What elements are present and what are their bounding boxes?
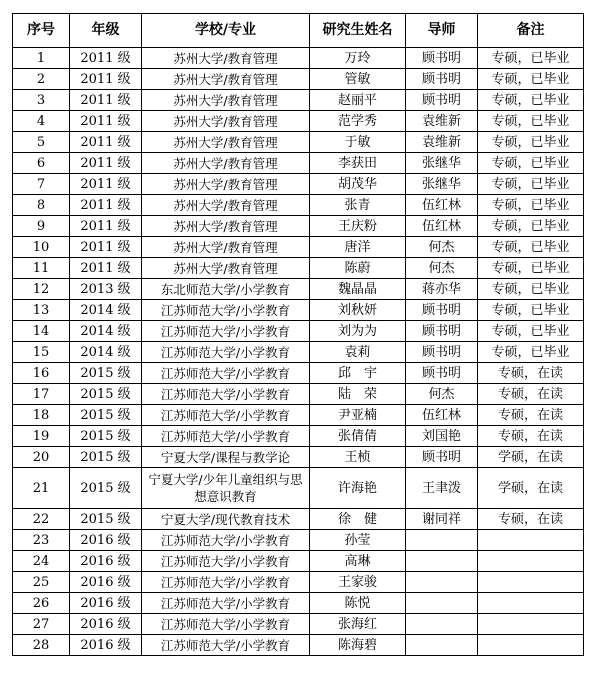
cell-remarks: 专硕，已毕业 — [478, 300, 584, 321]
table-row — [13, 300, 584, 321]
cell-remarks: 专硕，已毕业 — [478, 258, 584, 279]
cell-advisor: 袁维新 — [406, 111, 478, 132]
cell-student-name: 刘秋妍 — [310, 300, 406, 321]
cell-student-name: 徐 健 — [310, 509, 406, 530]
cell-school-major: 苏州大学/教育管理 — [142, 216, 310, 237]
cell-advisor — [406, 530, 478, 551]
cell-advisor: 顾书明 — [406, 447, 478, 468]
cell-student-name: 陆 荣 — [310, 384, 406, 405]
cell-remarks: 专硕，已毕业 — [478, 216, 584, 237]
table-row — [13, 447, 584, 468]
cell-school-major: 苏州大学/教育管理 — [142, 174, 310, 195]
cell-grade: 2014 级 — [70, 342, 142, 363]
cell-grade: 2015 级 — [70, 405, 142, 426]
cell-index: 23 — [13, 530, 70, 551]
cell-student-name: 邱 宇 — [310, 363, 406, 384]
cell-student-name: 范学秀 — [310, 111, 406, 132]
cell-student-name: 刘为为 — [310, 321, 406, 342]
cell-remarks — [478, 572, 584, 593]
cell-advisor — [406, 635, 478, 656]
cell-index: 10 — [13, 237, 70, 258]
header-index: 序号 — [13, 14, 70, 48]
cell-grade: 2011 级 — [70, 237, 142, 258]
cell-school-major: 江苏师范大学/小学教育 — [142, 363, 310, 384]
cell-school-major: 宁夏大学/课程与教学论 — [142, 447, 310, 468]
cell-index: 24 — [13, 551, 70, 572]
cell-grade: 2011 级 — [70, 153, 142, 174]
table-row — [13, 279, 584, 300]
cell-advisor: 谢同祥 — [406, 509, 478, 530]
cell-grade: 2011 级 — [70, 174, 142, 195]
cell-index: 12 — [13, 279, 70, 300]
table-row — [13, 90, 584, 111]
cell-school-major: 苏州大学/教育管理 — [142, 258, 310, 279]
table-row — [13, 48, 584, 69]
table-row — [13, 153, 584, 174]
cell-index: 9 — [13, 216, 70, 237]
cell-advisor — [406, 551, 478, 572]
table-row — [13, 551, 584, 572]
cell-grade: 2014 级 — [70, 300, 142, 321]
cell-remarks: 专硕，已毕业 — [478, 195, 584, 216]
cell-grade: 2015 级 — [70, 426, 142, 447]
cell-school-major: 江苏师范大学/小学教育 — [142, 300, 310, 321]
cell-student-name: 陈海碧 — [310, 635, 406, 656]
table-row — [13, 321, 584, 342]
cell-remarks — [478, 635, 584, 656]
header-remarks: 备注 — [478, 14, 584, 48]
cell-school-major: 苏州大学/教育管理 — [142, 237, 310, 258]
cell-advisor: 刘国艳 — [406, 426, 478, 447]
cell-student-name: 于敏 — [310, 132, 406, 153]
cell-student-name: 赵丽平 — [310, 90, 406, 111]
cell-school-major: 江苏师范大学/小学教育 — [142, 530, 310, 551]
cell-school-major: 江苏师范大学/小学教育 — [142, 551, 310, 572]
cell-index: 6 — [13, 153, 70, 174]
cell-grade: 2015 级 — [70, 384, 142, 405]
cell-school-major: 江苏师范大学/小学教育 — [142, 593, 310, 614]
cell-advisor: 顾书明 — [406, 300, 478, 321]
cell-index: 19 — [13, 426, 70, 447]
cell-grade: 2015 级 — [70, 468, 142, 509]
cell-advisor — [406, 614, 478, 635]
cell-remarks — [478, 551, 584, 572]
table-row — [13, 530, 584, 551]
table-row — [13, 405, 584, 426]
cell-advisor: 顾书明 — [406, 321, 478, 342]
table-row — [13, 216, 584, 237]
cell-grade: 2011 级 — [70, 216, 142, 237]
cell-remarks: 专硕，已毕业 — [478, 342, 584, 363]
table-row — [13, 572, 584, 593]
cell-remarks: 专硕，在读 — [478, 405, 584, 426]
table-row — [13, 509, 584, 530]
cell-remarks — [478, 530, 584, 551]
cell-advisor: 顾书明 — [406, 90, 478, 111]
header-grade: 年级 — [70, 14, 142, 48]
cell-index: 3 — [13, 90, 70, 111]
cell-index: 11 — [13, 258, 70, 279]
cell-advisor: 何杰 — [406, 384, 478, 405]
cell-remarks — [478, 593, 584, 614]
cell-student-name: 袁莉 — [310, 342, 406, 363]
cell-advisor — [406, 593, 478, 614]
cell-student-name: 王桢 — [310, 447, 406, 468]
cell-remarks: 专硕，已毕业 — [478, 90, 584, 111]
cell-advisor: 张继华 — [406, 153, 478, 174]
table-row — [13, 258, 584, 279]
student-table — [12, 13, 584, 656]
cell-remarks: 专硕，已毕业 — [478, 279, 584, 300]
header-school-major: 学校/专业 — [142, 14, 310, 48]
cell-advisor: 张继华 — [406, 174, 478, 195]
cell-grade: 2016 级 — [70, 530, 142, 551]
cell-school-major: 江苏师范大学/小学教育 — [142, 405, 310, 426]
table-row — [13, 174, 584, 195]
cell-student-name: 陈悦 — [310, 593, 406, 614]
cell-student-name: 王家骏 — [310, 572, 406, 593]
cell-student-name: 张海红 — [310, 614, 406, 635]
cell-grade: 2011 级 — [70, 69, 142, 90]
cell-index: 8 — [13, 195, 70, 216]
table-row — [13, 468, 584, 509]
table-row — [13, 111, 584, 132]
cell-index: 16 — [13, 363, 70, 384]
cell-remarks: 专硕，在读 — [478, 426, 584, 447]
cell-remarks: 专硕，已毕业 — [478, 69, 584, 90]
cell-remarks: 学硕，在读 — [478, 468, 584, 509]
cell-index: 7 — [13, 174, 70, 195]
table-body — [13, 48, 584, 656]
cell-index: 28 — [13, 635, 70, 656]
cell-school-major: 苏州大学/教育管理 — [142, 195, 310, 216]
cell-school-major: 宁夏大学/现代教育技术 — [142, 509, 310, 530]
cell-student-name: 高琳 — [310, 551, 406, 572]
cell-index: 22 — [13, 509, 70, 530]
cell-school-major: 苏州大学/教育管理 — [142, 69, 310, 90]
cell-school-major: 江苏师范大学/小学教育 — [142, 426, 310, 447]
cell-index: 1 — [13, 48, 70, 69]
table-row — [13, 195, 584, 216]
cell-grade: 2011 级 — [70, 258, 142, 279]
cell-student-name: 孙莹 — [310, 530, 406, 551]
cell-remarks: 专硕，已毕业 — [478, 132, 584, 153]
cell-advisor: 顾书明 — [406, 342, 478, 363]
cell-grade: 2016 级 — [70, 635, 142, 656]
header-student-name: 研究生姓名 — [310, 14, 406, 48]
cell-advisor: 伍红林 — [406, 405, 478, 426]
cell-school-major: 苏州大学/教育管理 — [142, 132, 310, 153]
table-row — [13, 132, 584, 153]
cell-school-major: 东北师范大学/小学教育 — [142, 279, 310, 300]
cell-advisor: 顾书明 — [406, 48, 478, 69]
cell-index: 13 — [13, 300, 70, 321]
cell-advisor: 王聿泼 — [406, 468, 478, 509]
cell-index: 25 — [13, 572, 70, 593]
cell-advisor: 伍红林 — [406, 195, 478, 216]
cell-grade: 2011 级 — [70, 90, 142, 111]
cell-student-name: 尹亚楠 — [310, 405, 406, 426]
cell-school-major: 江苏师范大学/小学教育 — [142, 321, 310, 342]
table-row — [13, 384, 584, 405]
cell-grade: 2014 级 — [70, 321, 142, 342]
cell-advisor: 伍红林 — [406, 216, 478, 237]
cell-grade: 2016 级 — [70, 572, 142, 593]
cell-advisor: 顾书明 — [406, 69, 478, 90]
cell-grade: 2011 级 — [70, 48, 142, 69]
cell-advisor: 蒋亦华 — [406, 279, 478, 300]
cell-index: 15 — [13, 342, 70, 363]
cell-advisor: 袁维新 — [406, 132, 478, 153]
cell-index: 14 — [13, 321, 70, 342]
cell-school-major: 江苏师范大学/小学教育 — [142, 614, 310, 635]
cell-advisor — [406, 572, 478, 593]
cell-grade: 2011 级 — [70, 132, 142, 153]
cell-index: 2 — [13, 69, 70, 90]
cell-student-name: 管敏 — [310, 69, 406, 90]
cell-student-name: 陈蔚 — [310, 258, 406, 279]
cell-remarks: 专硕，已毕业 — [478, 237, 584, 258]
cell-advisor: 何杰 — [406, 258, 478, 279]
cell-school-major: 江苏师范大学/小学教育 — [142, 572, 310, 593]
cell-school-major: 江苏师范大学/小学教育 — [142, 384, 310, 405]
table-row — [13, 593, 584, 614]
table-header-row — [13, 14, 584, 48]
cell-remarks: 专硕，在读 — [478, 363, 584, 384]
table-row — [13, 342, 584, 363]
cell-index: 18 — [13, 405, 70, 426]
table-row — [13, 363, 584, 384]
cell-remarks — [478, 614, 584, 635]
cell-school-major: 江苏师范大学/小学教育 — [142, 342, 310, 363]
cell-index: 21 — [13, 468, 70, 509]
cell-school-major: 苏州大学/教育管理 — [142, 153, 310, 174]
cell-student-name: 魏晶晶 — [310, 279, 406, 300]
cell-remarks: 专硕，已毕业 — [478, 153, 584, 174]
cell-remarks: 专硕，在读 — [478, 509, 584, 530]
cell-grade: 2011 级 — [70, 195, 142, 216]
cell-grade: 2013 级 — [70, 279, 142, 300]
cell-school-major: 苏州大学/教育管理 — [142, 111, 310, 132]
cell-grade: 2015 级 — [70, 363, 142, 384]
cell-remarks: 学硕，在读 — [478, 447, 584, 468]
cell-school-major: 苏州大学/教育管理 — [142, 48, 310, 69]
cell-student-name: 王庆粉 — [310, 216, 406, 237]
cell-index: 26 — [13, 593, 70, 614]
cell-student-name: 唐洋 — [310, 237, 406, 258]
cell-index: 4 — [13, 111, 70, 132]
cell-grade: 2016 级 — [70, 551, 142, 572]
cell-advisor: 何杰 — [406, 237, 478, 258]
cell-student-name: 李获田 — [310, 153, 406, 174]
cell-grade: 2016 级 — [70, 614, 142, 635]
cell-school-major: 江苏师范大学/小学教育 — [142, 635, 310, 656]
table-row — [13, 69, 584, 90]
cell-remarks: 专硕，在读 — [478, 384, 584, 405]
cell-remarks: 专硕，已毕业 — [478, 111, 584, 132]
cell-student-name: 万玲 — [310, 48, 406, 69]
cell-advisor: 顾书明 — [406, 363, 478, 384]
table-row — [13, 426, 584, 447]
header-advisor: 导师 — [406, 14, 478, 48]
cell-grade: 2015 级 — [70, 509, 142, 530]
cell-index: 27 — [13, 614, 70, 635]
cell-grade: 2015 级 — [70, 447, 142, 468]
cell-student-name: 胡茂华 — [310, 174, 406, 195]
cell-school-major: 宁夏大学/少年儿童组织与思想意识教育 — [142, 468, 310, 509]
cell-remarks: 专硕，已毕业 — [478, 48, 584, 69]
table-row — [13, 635, 584, 656]
cell-remarks: 专硕，已毕业 — [478, 174, 584, 195]
table-row — [13, 614, 584, 635]
cell-index: 17 — [13, 384, 70, 405]
table-row — [13, 237, 584, 258]
cell-grade: 2016 级 — [70, 593, 142, 614]
cell-student-name: 许海艳 — [310, 468, 406, 509]
cell-student-name: 张倩倩 — [310, 426, 406, 447]
cell-student-name: 张青 — [310, 195, 406, 216]
cell-remarks: 专硕，已毕业 — [478, 321, 584, 342]
cell-grade: 2011 级 — [70, 111, 142, 132]
cell-index: 20 — [13, 447, 70, 468]
cell-index: 5 — [13, 132, 70, 153]
cell-school-major: 苏州大学/教育管理 — [142, 90, 310, 111]
